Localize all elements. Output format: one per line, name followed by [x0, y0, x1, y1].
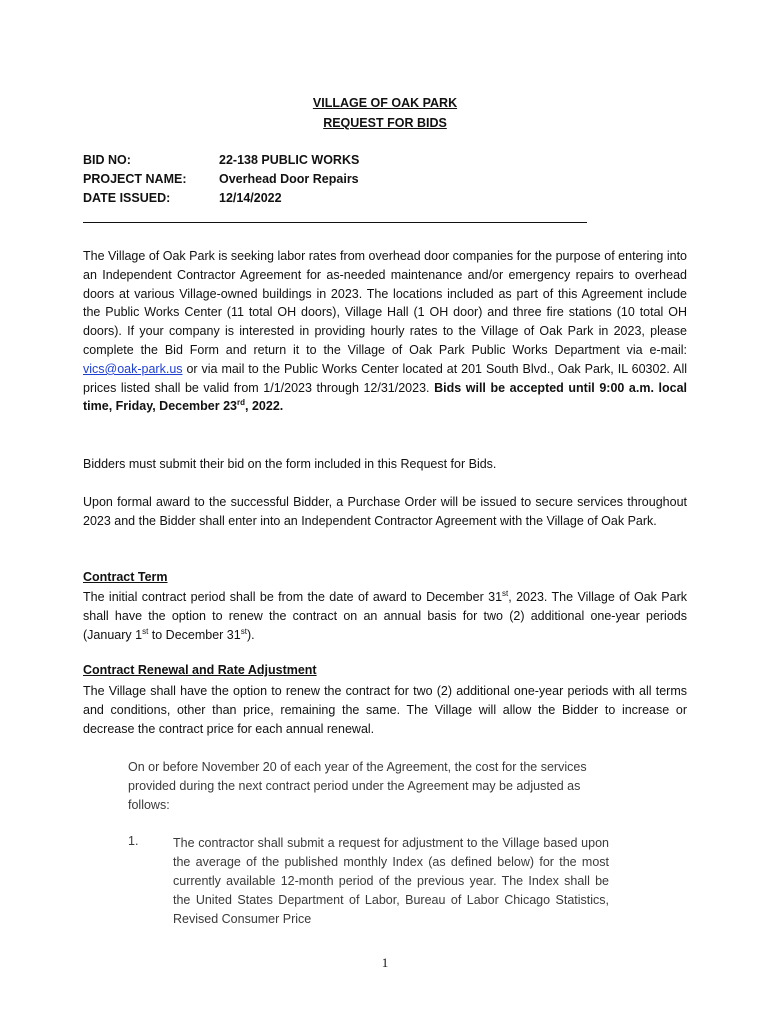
contract-term-text-b: , 2023. The Village of Oak Park shall have the option to renew the contract on an annual basis for two (2) additional one-year periods (January 1: [83, 590, 687, 642]
renewal-heading: Contract Renewal and Rate Adjustment: [83, 663, 317, 677]
project-name-label: PROJECT NAME:: [83, 172, 187, 186]
date-issued-row: [83, 191, 282, 205]
page-number: 1: [381, 955, 389, 970]
contract-term-heading: Contract Term: [83, 570, 168, 584]
bid-deadline-year: , 2022.: [245, 399, 284, 414]
document-title: VILLAGE OF OAK PARK: [312, 96, 458, 110]
date-issued-label: DATE ISSUED:: [83, 191, 171, 205]
document-subtitle: REQUEST FOR BIDS: [323, 116, 447, 130]
award-paragraph: Upon formal award to the successful Bidder, a Purchase Order will be issued to secure services throughout 2023 and the Bidder shall enter into an Independent Contractor Agreement with the Village of Oak Park.: [83, 495, 687, 528]
ordinal-c: st: [240, 626, 247, 636]
project-name-row: [83, 172, 359, 186]
bid-number-row: [83, 153, 359, 167]
renewal-paragraph: The Village shall have the option to renew the contract for two (2) additional one-year periods with all terms and conditions, other than price, remaining the same. The Village will allow the Bidder to increase or decrease the contract price for each annual renewal.: [83, 684, 687, 736]
contract-term-text-a: The initial contract period shall be from the date of award to December 31: [83, 590, 503, 604]
date-issued-value: 12/14/2022: [219, 191, 282, 205]
email-link[interactable]: vics@oak-park.us: [83, 361, 183, 376]
intro-paragraph: [83, 247, 687, 416]
bid-deadline: Bids will be accepted until 9:00 a.m. local time, Friday, December 23: [83, 380, 688, 414]
bid-number-value: 22-138 PUBLIC WORKS: [219, 153, 360, 167]
project-name-value: Overhead Door Repairs: [219, 172, 359, 186]
intro-text-continued: or via mail to the Public Works Center located at 201 South Blvd., Oak Park, IL 60302. All prices listed shall be valid from 1/1/2023 through 12/31/2023.: [83, 361, 687, 395]
ordinal-a: st: [502, 588, 509, 598]
contract-term-text-c: to December 31: [148, 627, 241, 642]
intro-text: The Village of Oak Park is seeking labor rates from overhead door companies for the purpose of entering into an Independent Contractor Agreement for as-needed maintenance and/or emergency repairs to overhead doors at various Village-owned buildings in 2023. The locations included as part of this Agreement include the Public Works Center (11 total OH doors), Village Hall (1 OH door) and three fire stations (10 total OH doors). If your company is interested in providing hourly rates to the Village of Oak Park in 2023, please complete the Bid Form and return it to the Village of Oak Park Public Works Department via e-mail:: [83, 249, 687, 357]
list-item-number: 1.: [128, 834, 139, 848]
ordinal-b: st: [142, 626, 149, 636]
contract-term-paragraph: [83, 588, 687, 644]
list-item-text: The contractor shall submit a request for adjustment to the Village based upon the average of the published monthly Index (as defined below) for the most currently available 12-month period of the previous year. The Index shall be the United States Department of Labor, Bureau of Labor Chicago Statistics, Revised Consumer Price: [173, 836, 609, 926]
rate-adjustment-intro: On or before November 20 of each year of the Agreement, the cost for the services provided during the next contract period under the Agreement may be adjusted as follows:: [128, 760, 587, 812]
bid-number-label: BID NO:: [83, 153, 131, 167]
deadline-ordinal: rd: [237, 398, 246, 408]
header-divider: [83, 222, 587, 223]
bid-form-paragraph: Bidders must submit their bid on the form included in this Request for Bids.: [83, 457, 497, 471]
contract-term-text-d: ).: [246, 627, 255, 642]
